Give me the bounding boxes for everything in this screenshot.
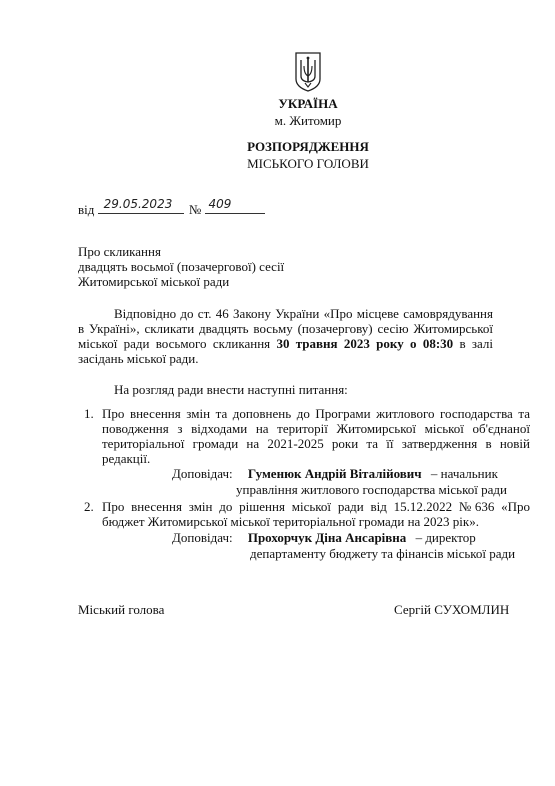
agenda-item-2-number: 2. (84, 499, 94, 514)
date-field (98, 197, 184, 214)
speaker-name: Гуменюк Андрій Віталійович (247, 466, 422, 481)
number-prefix: № (188, 202, 202, 217)
subject-line-1: Про скликання (78, 244, 161, 259)
main-paragraph (78, 306, 493, 366)
subject (78, 244, 284, 289)
agenda-item-1-number: 1. (84, 406, 94, 421)
agenda-item-2-speaker-role-cont: департаменту бюджету та фінансів міської ради (250, 546, 516, 561)
agenda-intro: На розгляд ради внести наступні питання: (114, 382, 348, 397)
signature-title: Міський голова (78, 602, 165, 617)
agenda-item-1-speaker-role-cont: управління житлового господарства міської ради (236, 482, 507, 497)
country-name: УКРАЇНА (278, 96, 338, 111)
date-value: 29.05.2023 (103, 197, 173, 211)
speaker-role: – директор (415, 530, 476, 545)
subject-line-2: двадцять восьмої (позачергової) сесії (78, 259, 285, 274)
session-datetime: 30 травня 2023 року о 08:30 (276, 336, 454, 351)
speaker-name: Прохорчук Діна Ансарівна (247, 530, 407, 545)
speaker-label: Доповідач: (172, 530, 233, 545)
date-number-line (78, 197, 265, 217)
main-paragraph-text-a: Відповідно до ст. 46 Закону України «Про місцеве самоврядування в Україні», скликати двадцять восьму (позачергову) сесію Житомирської міської ради восьмого скликання (78, 306, 493, 351)
agenda-item-2-text: Про внесення змін до рішення міської ради від 15.12.2022 №636 «Про бюджет Житомирської міської територіальної громади на 2023 рік». (102, 499, 530, 529)
city-name: м. Житомир (274, 113, 342, 128)
subject-line-3: Житомирської міської ради (78, 274, 230, 289)
agenda-item-1-speaker (172, 466, 530, 481)
signature-name: Сергій СУХОМЛИН (394, 602, 510, 617)
number-field (205, 197, 265, 214)
speaker-label: Доповідач: (172, 466, 233, 481)
number-value: 409 (208, 197, 232, 211)
agenda-item-1-text: Про внесення змін та доповнень до Програми житлового господарства та поводження з відходами на території Житомирської міської об'єднаної територіальної громади на 2021-2025 роки та її затвердження в новій редакції. (102, 406, 530, 466)
document-type: РОЗПОРЯДЖЕННЯ (247, 139, 369, 154)
agenda-item-2-speaker (172, 530, 530, 545)
trident-coat-of-arms-icon (295, 52, 321, 92)
speaker-role: – начальник (430, 466, 498, 481)
document-authority: МІСЬКОГО ГОЛОВИ (247, 156, 369, 171)
coat-of-arms (295, 52, 321, 92)
main-paragraph-text-b: в залі засідань міської ради. (78, 336, 494, 366)
date-prefix: від (78, 202, 95, 217)
